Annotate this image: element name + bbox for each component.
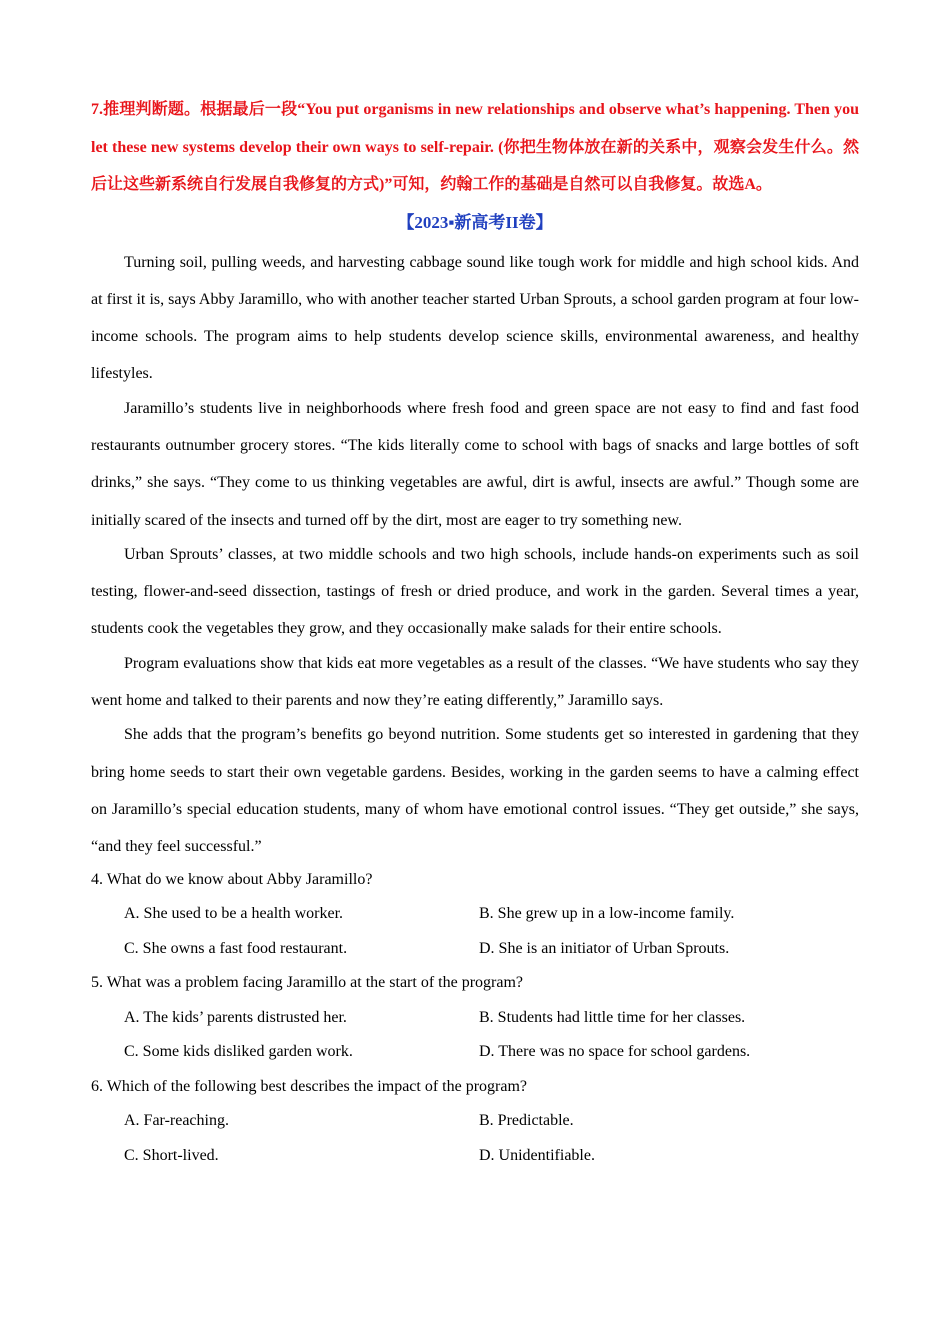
option-c: C. Some kids disliked garden work. — [124, 1043, 353, 1061]
option-c: C. Short-lived. — [124, 1146, 219, 1164]
answer-explanation: 7.推理判断题。根据最后一段“You put organisms in new relationships and observe what’s happening. Then you let these new systems develop their own ways to self-repair. (你把生物体放在新的关系中，观察会发生什么。然后让这些新系统自行发展自我修复的方式)”可知，约翰工作的基础是自然可以自我修复。故选A。 — [91, 101, 859, 193]
passage-paragraph-4: Program evaluations show that kids eat more vegetables as a result of the classes. “We have students who say they went home and talked to their parents and now they’re eating differently,” Jaramillo says. — [91, 654, 859, 710]
document-page — [91, 91, 859, 1173]
question-stem: 6. Which of the following best describes the impact of the program? — [91, 1077, 528, 1095]
option-b: B. Predictable. — [479, 1112, 574, 1130]
answer-options — [91, 1104, 859, 1173]
question-5 — [91, 966, 859, 1070]
question-4 — [91, 863, 859, 967]
passage-paragraph-5: She adds that the program’s benefits go beyond nutrition. Some students get so interested in gardening that they bring home seeds to start their own vegetable gardens. Besides, working in the garden seems to have a calming effect on Jaramillo’s special education students, many of whom have emotional control issues. “They get outside,” she says, “and they feel successful.” — [91, 726, 859, 856]
reading-passage — [91, 244, 859, 866]
option-a: A. Far-reaching. — [124, 1112, 229, 1130]
option-c: C. She owns a fast food restaurant. — [124, 939, 348, 957]
passage-paragraph-1: Turning soil, pulling weeds, and harvesting cabbage sound like tough work for middle and high school kids. And at first it is, says Abby Jaramillo, who with another teacher started Urban Sprouts, a school garden program at four low-income schools. The program aims to help students develop science skills, environmental awareness, and healthy lifestyles. — [91, 253, 859, 383]
question-6 — [91, 1070, 859, 1174]
answer-options — [91, 897, 859, 966]
option-a: A. The kids’ parents distrusted her. — [124, 1008, 347, 1026]
section-title: 【2023▪新高考II卷】 — [397, 212, 553, 232]
question-stem: 4. What do we know about Abby Jaramillo? — [91, 870, 373, 888]
option-a: A. She used to be a health worker. — [124, 905, 344, 923]
option-d: D. Unidentifiable. — [479, 1146, 595, 1164]
passage-paragraph-2: Jaramillo’s students live in neighborhoods where fresh food and green space are not easy to find and fast food restaurants outnumber grocery stores. “The kids literally come to school with bags of snacks and large bottles of soft drinks,” she says. “They come to us thinking vegetables are awful, dirt is awful, insects are awful.” Though some are initially scared of the insects and turned off by the dirt, most are eager to try something new. — [91, 399, 859, 529]
answer-options — [91, 1001, 859, 1070]
option-d: D. She is an initiator of Urban Sprouts. — [479, 939, 730, 957]
passage-paragraph-3: Urban Sprouts’ classes, at two middle schools and two high schools, include hands-on experiments such as soil testing, flower-and-seed dissection, tastings of fresh or dried produce, and work in the garden. Several times a year, students cook the vegetables they grow, and they occasionally make salads for their entire schools. — [91, 545, 859, 638]
option-b: B. Students had little time for her classes. — [479, 1008, 746, 1026]
option-b: B. She grew up in a low-income family. — [479, 905, 735, 923]
question-stem: 5. What was a problem facing Jaramillo at the start of the program? — [91, 974, 523, 992]
option-d: D. There was no space for school gardens. — [479, 1043, 751, 1061]
